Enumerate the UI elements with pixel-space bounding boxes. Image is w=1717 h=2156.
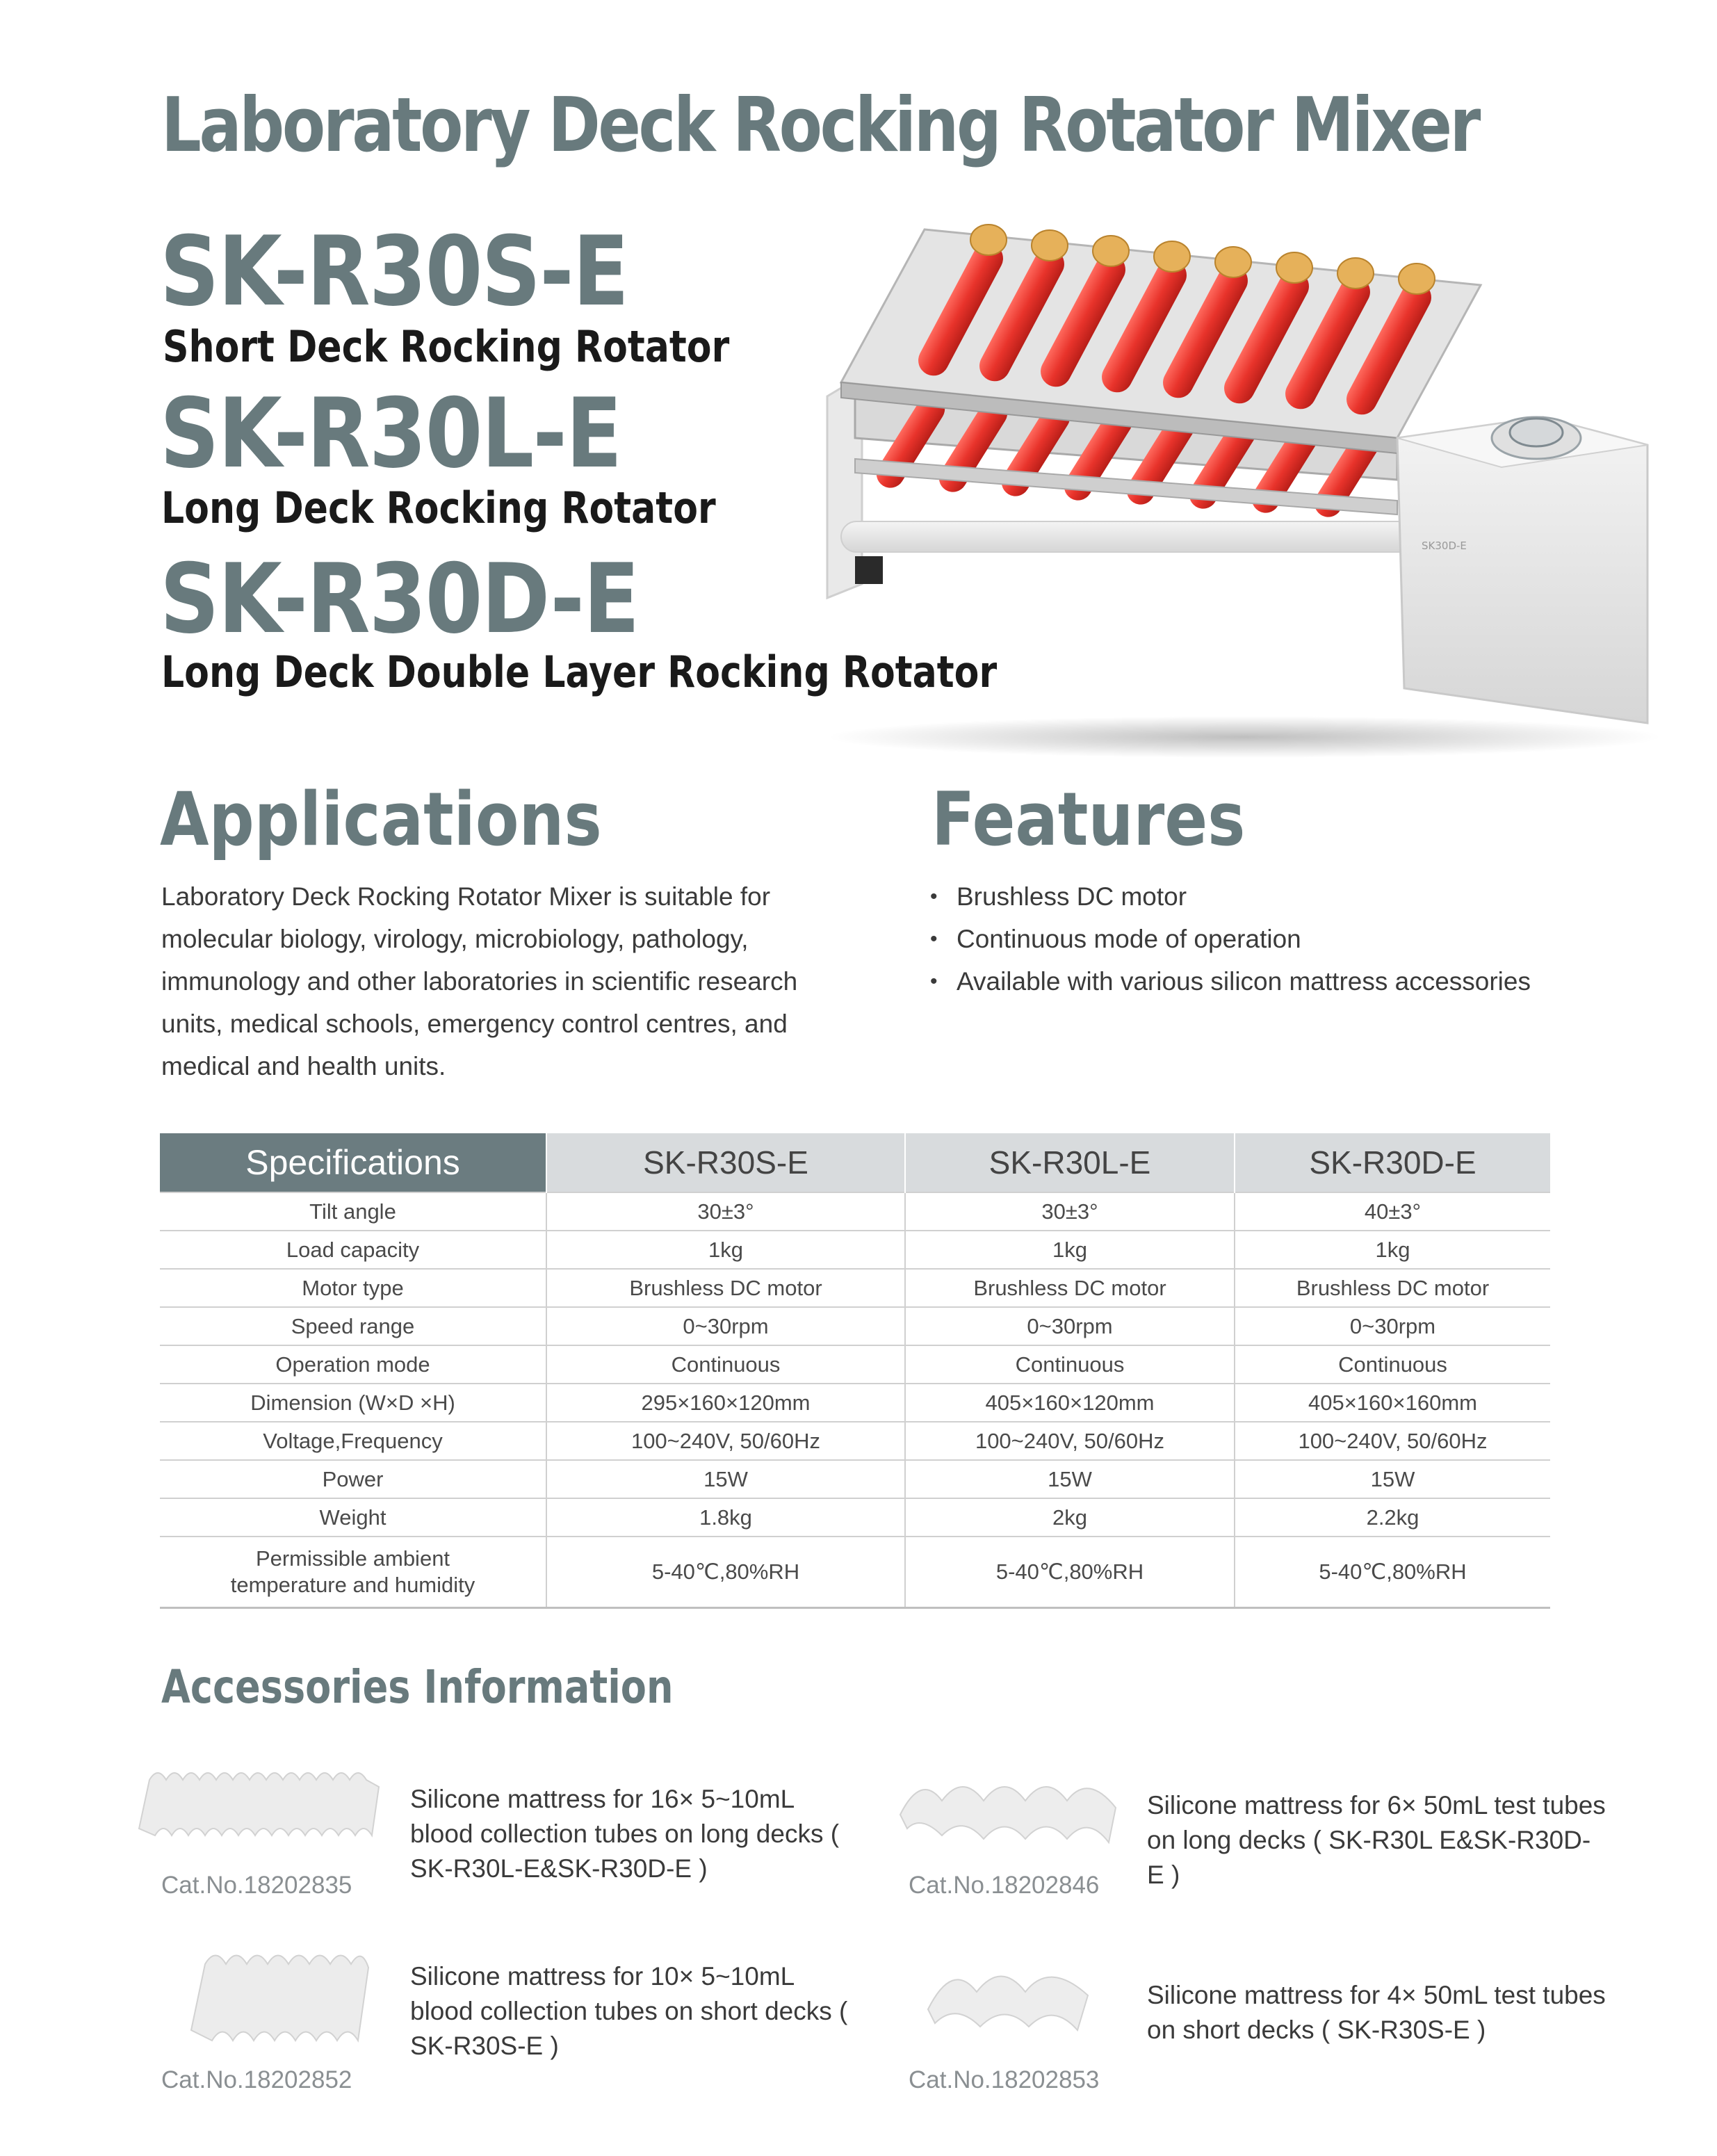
spec-label: Weight [160, 1498, 546, 1537]
spec-value: 15W [1235, 1460, 1550, 1498]
spec-value: Continuous [1235, 1345, 1550, 1384]
features-list [930, 875, 1625, 1003]
spec-value: 0~30rpm [905, 1307, 1235, 1345]
spec-label: Speed range [160, 1307, 546, 1345]
spec-value: 30±3° [546, 1192, 905, 1231]
spec-value: 100~240V, 50/60Hz [546, 1422, 905, 1460]
spec-value: 15W [905, 1460, 1235, 1498]
spec-value: 2.2kg [1235, 1498, 1550, 1537]
applications-heading: Applications [160, 777, 602, 862]
spec-label: Operation mode [160, 1345, 546, 1384]
model-name-3: Long Deck Double Layer Rocking Rotator [161, 647, 998, 697]
spec-label: Power [160, 1460, 546, 1498]
applications-text: Laboratory Deck Rocking Rotator Mixer is suitable for molecular biology, virology, microbiology, pathology, immunology and other laboratories in scientific research units, medical schools, emergency control centres, and medical and health units. [161, 882, 798, 1080]
model-code-3: SK-R30D-E [160, 543, 639, 655]
spec-value: 1.8kg [546, 1498, 905, 1537]
page-title: Laboratory Deck Rocking Rotator Mixer [161, 82, 1479, 169]
product-label: SK30D-E [1422, 540, 1467, 552]
spec-value: 1kg [546, 1231, 905, 1269]
spec-value: 405×160×120mm [905, 1384, 1235, 1422]
spec-value: 5-40℃,80%RH [905, 1537, 1235, 1608]
table-row [160, 1498, 1550, 1537]
spec-value: 1kg [905, 1231, 1235, 1269]
feature-item: • Continuous mode of operation [930, 918, 1625, 960]
spec-column-header: SK-R30D-E [1235, 1133, 1550, 1192]
spec-value: Brushless DC motor [1235, 1269, 1550, 1307]
spec-label: Dimension (W×D ×H) [160, 1384, 546, 1422]
spec-value: 405×160×160mm [1235, 1384, 1550, 1422]
spec-value: 5-40℃,80%RH [546, 1537, 905, 1608]
spec-value: 295×160×120mm [546, 1384, 905, 1422]
mattress-image [921, 1954, 1095, 2041]
accessory-description: Silicone mattress for 6× 50mL test tubes on long decks ( SK-R30L E&SK-R30D-E ) [1147, 1791, 1606, 1889]
spec-column-header: SK-R30L-E [905, 1133, 1235, 1192]
table-row [160, 1460, 1550, 1498]
table-row [160, 1307, 1550, 1345]
accessories-heading: Accessories Information [161, 1660, 674, 1714]
spec-header: Specifications [160, 1133, 546, 1192]
accessory-description: Silicone mattress for 16× 5~10mL blood collection tubes on long decks ( SK-R30L-E&SK-R30D-E ) [410, 1785, 840, 1883]
features-heading: Features [931, 777, 1246, 862]
table-row [160, 1384, 1550, 1422]
model-name-2: Long Deck Rocking Rotator [161, 483, 716, 533]
spec-column-header: SK-R30S-E [546, 1133, 905, 1192]
accessory-cat-no: Cat.No.18202835 [161, 1872, 352, 1899]
spec-value: 0~30rpm [1235, 1307, 1550, 1345]
accessory-cat-no: Cat.No.18202853 [909, 2066, 1100, 2093]
spec-value: 40±3° [1235, 1192, 1550, 1231]
table-row [160, 1269, 1550, 1307]
bullet-icon: • [930, 927, 938, 950]
product-image [786, 209, 1661, 765]
bullet-icon: • [930, 885, 938, 908]
spec-value: 100~240V, 50/60Hz [905, 1422, 1235, 1460]
accessory-cat-no: Cat.No.18202846 [909, 1872, 1100, 1899]
spec-label: Voltage,Frequency [160, 1422, 546, 1460]
spec-value: Brushless DC motor [546, 1269, 905, 1307]
feature-item: • Available with various silicon mattress accessories [930, 960, 1625, 1003]
bullet-icon: • [930, 970, 938, 993]
feature-item: • Brushless DC motor [930, 875, 1625, 918]
spec-label: Tilt angle [160, 1192, 546, 1231]
spec-label: Permissible ambient temperature and humidity [160, 1537, 546, 1608]
accessory-cat-no: Cat.No.18202852 [161, 2066, 352, 2093]
table-row [160, 1192, 1550, 1231]
table-row [160, 1231, 1550, 1269]
table-row [160, 1537, 1550, 1608]
spec-label: Load capacity [160, 1231, 546, 1269]
accessory-description: Silicone mattress for 10× 5~10mL blood collection tubes on short decks ( SK-R30S-E ) [410, 1962, 848, 2060]
spec-value: 100~240V, 50/60Hz [1235, 1422, 1550, 1460]
table-row [160, 1345, 1550, 1384]
mattress-image [184, 1943, 379, 2051]
spec-value: 30±3° [905, 1192, 1235, 1231]
spec-value: Brushless DC motor [905, 1269, 1235, 1307]
table-row [160, 1422, 1550, 1460]
spec-label: Motor type [160, 1269, 546, 1307]
specifications-table [160, 1133, 1550, 1609]
accessory-description: Silicone mattress for 4× 50mL test tubes on short decks ( SK-R30S-E ) [1147, 1981, 1606, 2044]
mattress-image [893, 1766, 1123, 1853]
mattress-image [136, 1766, 386, 1846]
model-code-2: SK-R30L-E [160, 378, 621, 489]
spec-value: 5-40℃,80%RH [1235, 1537, 1550, 1608]
model-name-1: Short Deck Rocking Rotator [163, 321, 730, 372]
spec-value: 15W [546, 1460, 905, 1498]
spec-value: 2kg [905, 1498, 1235, 1537]
model-code-1: SK-R30S-E [160, 216, 628, 327]
spec-value: Continuous [905, 1345, 1235, 1384]
spec-value: 1kg [1235, 1231, 1550, 1269]
spec-value: Continuous [546, 1345, 905, 1384]
spec-value: 0~30rpm [546, 1307, 905, 1345]
